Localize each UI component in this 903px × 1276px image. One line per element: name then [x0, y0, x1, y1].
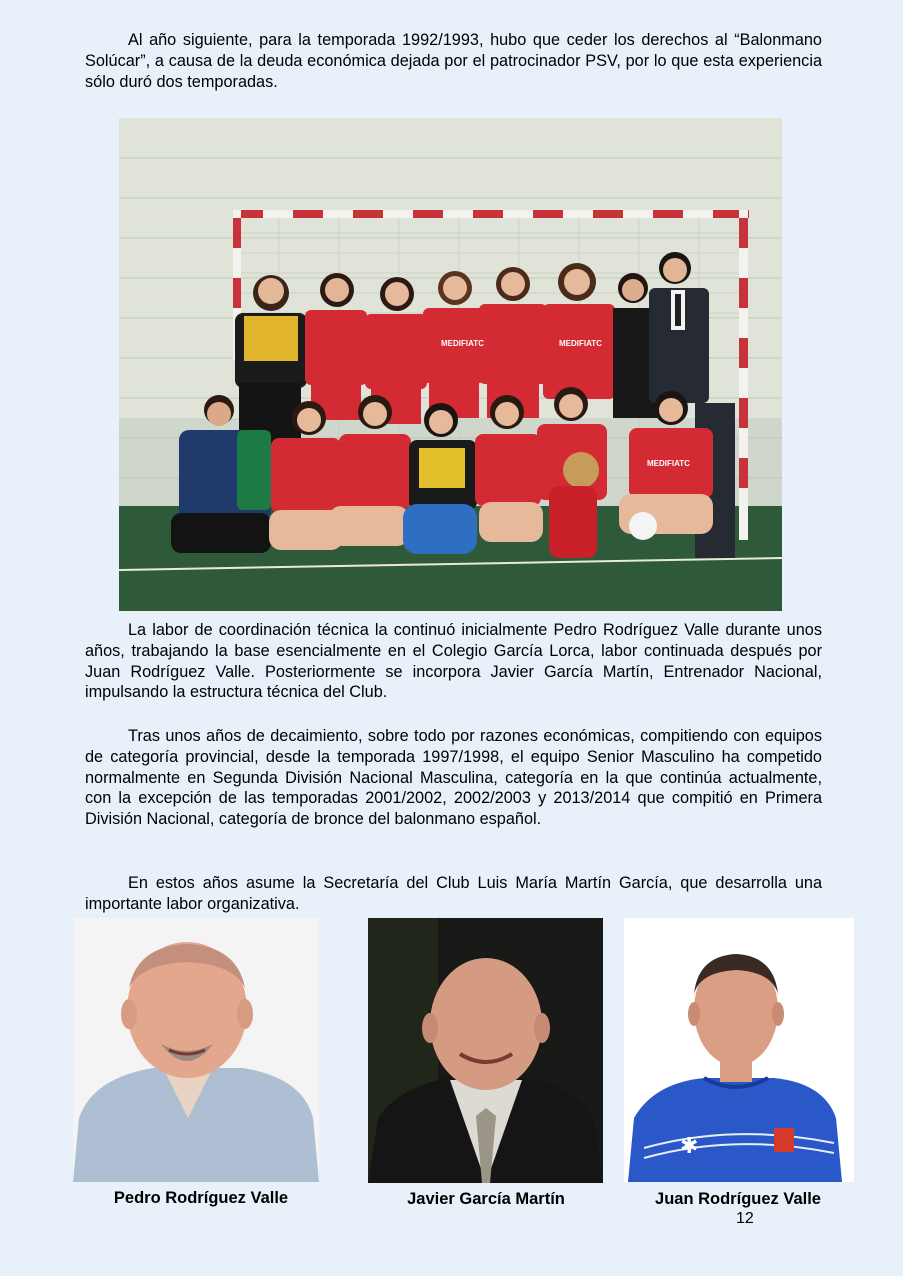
jersey-text: MEDIFIATC — [441, 339, 484, 348]
caption-javier: Javier García Martín — [407, 1190, 565, 1208]
caption-pedro: Pedro Rodríguez Valle — [113, 1189, 289, 1207]
portrait-juan — [624, 918, 854, 1182]
paragraph-1: Al año siguiente, para la temporada 1992/1993, hubo que ceder los derechos al “Balonmano Solúcar”, a causa de la deuda económica dejada por el patrocinador PSV, por lo que esta experiencia sólo duró dos temporadas. — [85, 31, 822, 91]
paragraph-4: En estos años asume la Secretaría del Club Luis María Martín García, que desarrolla una importante labor organizativa. — [85, 874, 822, 913]
paragraph-2: La labor de coordinación técnica la continuó inicialmente Pedro Rodríguez Valle durante unos años, trabajando la base esencialmente en el Colegio García Lorca, labor continuada después por Juan Rodríguez Valle. Posteriormente se incorpora Javier García Martín, Entrenador Nacional, impulsando la estructura técnica del Club. — [85, 621, 822, 702]
jersey-text: MEDIFIATC — [647, 459, 690, 468]
paragraph-3: Tras unos años de decaimiento, sobre todo por razones económicas, compitiendo con equipos de categoría provincial, desde la temporada 1997/1998, el equipo Senior Masculino ha competido normalmente en Segunda División Nacional Masculina, categoría en la que continúa actualmente, con la excepción de las temporadas 2001/2002, 2002/2003 y 2013/2014 que compitió en Primera División Nacional, categoría de bronce del balonmano español. — [85, 727, 822, 829]
svg-text:✱: ✱ — [680, 1134, 699, 1159]
caption-juan: Juan Rodríguez Valle — [655, 1190, 821, 1208]
jersey-text: MEDIFIATC — [559, 339, 602, 348]
portrait-javier — [368, 918, 603, 1183]
portrait-pedro — [73, 918, 319, 1182]
team-photo — [119, 118, 782, 611]
page-number: 12 — [736, 1210, 754, 1227]
